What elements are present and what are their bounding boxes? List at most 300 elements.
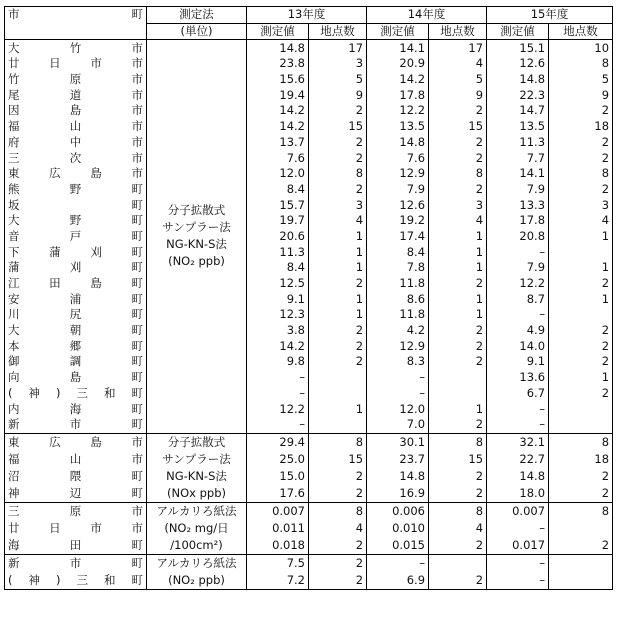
table-row xyxy=(5,307,613,323)
measured-value: – xyxy=(247,386,309,402)
point-count: 4 xyxy=(309,213,367,229)
point-count: 2 xyxy=(309,572,367,590)
table-row xyxy=(5,213,613,229)
point-count xyxy=(429,386,487,402)
point-count: 2 xyxy=(429,417,487,433)
unit-header: (単位) xyxy=(147,23,247,40)
city-header-left: 市 xyxy=(8,7,20,21)
city-name: 向 島 町 xyxy=(5,370,147,386)
city-name: 蒲 刈 町 xyxy=(5,260,147,276)
measured-value: 6.9 xyxy=(367,572,429,590)
measured-value: 19.7 xyxy=(247,213,309,229)
city-header-right: 町 xyxy=(131,7,143,21)
measured-value: 3.8 xyxy=(247,323,309,339)
measured-value: 23.7 xyxy=(367,451,429,468)
measured-value: 17.4 xyxy=(367,229,429,245)
table-row xyxy=(5,433,613,451)
measured-value: 12.3 xyxy=(247,307,309,323)
measured-value: 8.3 xyxy=(367,354,429,370)
point-count: 2 xyxy=(549,103,613,119)
point-count: 8 xyxy=(429,433,487,451)
point-count: 2 xyxy=(309,354,367,370)
point-count: 2 xyxy=(429,537,487,555)
measured-value: 11.8 xyxy=(367,276,429,292)
measured-value: 12.9 xyxy=(367,166,429,182)
point-count: 8 xyxy=(549,502,613,520)
city-name: 福 山 市 xyxy=(5,119,147,135)
measured-value: 6.7 xyxy=(487,386,549,402)
point-count: 2 xyxy=(309,150,367,166)
point-count: 1 xyxy=(309,307,367,323)
point-count: 10 xyxy=(549,40,613,56)
point-count xyxy=(549,554,613,572)
city-name: 坂 町 xyxy=(5,197,147,213)
point-count: 8 xyxy=(309,166,367,182)
table-row xyxy=(5,291,613,307)
point-count: 8 xyxy=(309,502,367,520)
measured-value: 0.011 xyxy=(247,520,309,537)
point-count xyxy=(549,401,613,417)
city-name: 内 海 町 xyxy=(5,401,147,417)
measured-value: 19.4 xyxy=(247,87,309,103)
point-count: 3 xyxy=(309,56,367,72)
point-count: 2 xyxy=(549,468,613,485)
measured-value: 7.9 xyxy=(487,260,549,276)
measured-value: 12.5 xyxy=(247,276,309,292)
point-count: 2 xyxy=(309,323,367,339)
measured-value: – xyxy=(247,417,309,433)
point-count: 2 xyxy=(429,572,487,590)
points-header: 地点数 xyxy=(549,23,613,40)
point-count: 15 xyxy=(309,119,367,135)
measured-value: 9.8 xyxy=(247,354,309,370)
point-count: 3 xyxy=(309,197,367,213)
measured-value: 14.8 xyxy=(367,468,429,485)
table-row xyxy=(5,485,613,503)
city-name: 新 市 町 xyxy=(5,417,147,433)
point-count: 2 xyxy=(429,150,487,166)
city-name: 安 浦 町 xyxy=(5,291,147,307)
city-name: 東 広 島 市 xyxy=(5,433,147,451)
measured-value: 8.4 xyxy=(247,182,309,198)
measured-value: 9.1 xyxy=(487,354,549,370)
table-row xyxy=(5,520,613,537)
measured-value: 22.7 xyxy=(487,451,549,468)
measured-value: 14.2 xyxy=(367,72,429,88)
table-row xyxy=(5,354,613,370)
method-line: アルカリろ紙法 xyxy=(156,503,237,518)
measured-value: – xyxy=(367,554,429,572)
measured-value: 14.2 xyxy=(247,119,309,135)
city-name: ( 神 ) 三 和 町 xyxy=(5,386,147,402)
point-count: 2 xyxy=(549,150,613,166)
point-count: 1 xyxy=(429,244,487,260)
measured-value: 17.8 xyxy=(487,213,549,229)
city-header xyxy=(5,7,147,40)
table-row xyxy=(5,119,613,135)
point-count: 2 xyxy=(429,182,487,198)
point-count: 2 xyxy=(309,338,367,354)
point-count xyxy=(549,244,613,260)
point-count: 2 xyxy=(549,537,613,555)
table-row xyxy=(5,401,613,417)
table-body xyxy=(5,40,613,589)
table-row xyxy=(5,166,613,182)
measured-value: – xyxy=(487,307,549,323)
measured-value: 12.6 xyxy=(367,197,429,213)
measured-value: – xyxy=(487,572,549,590)
city-name: 本 郷 町 xyxy=(5,338,147,354)
measured-value: 14.8 xyxy=(487,72,549,88)
point-count xyxy=(429,370,487,386)
measured-value: 14.2 xyxy=(247,338,309,354)
measured-value: 7.2 xyxy=(247,572,309,590)
city-name: 新 市 町 xyxy=(5,554,147,572)
city-name: 海 田 町 xyxy=(5,537,147,555)
point-count: 1 xyxy=(549,260,613,276)
point-count xyxy=(549,417,613,433)
point-count: 9 xyxy=(309,87,367,103)
table-row xyxy=(5,370,613,386)
point-count: 2 xyxy=(429,276,487,292)
city-name: 因 島 市 xyxy=(5,103,147,119)
method-line: アルカリろ紙法 xyxy=(156,555,237,570)
point-count: 4 xyxy=(309,520,367,537)
measured-value: 20.9 xyxy=(367,56,429,72)
measured-value: 20.6 xyxy=(247,229,309,245)
point-count: 2 xyxy=(429,354,487,370)
measured-value: 0.018 xyxy=(247,537,309,555)
measured-value: 7.7 xyxy=(487,150,549,166)
table-row xyxy=(5,40,613,56)
measured-value: 9.1 xyxy=(247,291,309,307)
table-row xyxy=(5,554,613,572)
points-header: 地点数 xyxy=(309,23,367,40)
point-count: 2 xyxy=(549,354,613,370)
measured-value: 14.7 xyxy=(487,103,549,119)
point-count xyxy=(429,554,487,572)
point-count: 8 xyxy=(549,166,613,182)
table-row xyxy=(5,323,613,339)
city-name: 神 辺 町 xyxy=(5,485,147,503)
method-line: サンプラー法 xyxy=(162,451,231,466)
point-count: 1 xyxy=(429,307,487,323)
point-count: 2 xyxy=(549,135,613,151)
year-13-header: 13年度 xyxy=(247,7,367,24)
point-count: 2 xyxy=(309,276,367,292)
method-line: (NOx ppb) xyxy=(167,485,226,500)
method-line: 分子拡散式 xyxy=(167,434,226,449)
point-count: 2 xyxy=(549,338,613,354)
point-count: 2 xyxy=(429,468,487,485)
measured-value: 12.9 xyxy=(367,338,429,354)
method-line: (NO₂ mg/日 xyxy=(164,520,229,535)
measured-value: – xyxy=(367,370,429,386)
city-name: 福 山 市 xyxy=(5,451,147,468)
point-count: 8 xyxy=(549,56,613,72)
measured-value: 7.9 xyxy=(367,182,429,198)
point-count: 3 xyxy=(429,197,487,213)
point-count: 1 xyxy=(429,260,487,276)
measured-value: 13.6 xyxy=(487,370,549,386)
city-name: 大 野 町 xyxy=(5,213,147,229)
method-line: NG-KN-S法 xyxy=(166,237,227,252)
point-count: 1 xyxy=(309,291,367,307)
point-count: 18 xyxy=(549,451,613,468)
point-count: 5 xyxy=(549,72,613,88)
measured-value: 8.7 xyxy=(487,291,549,307)
table-row xyxy=(5,229,613,245)
measured-value: 16.9 xyxy=(367,485,429,503)
measured-value: 12.2 xyxy=(247,401,309,417)
point-count: 8 xyxy=(429,502,487,520)
city-name: 廿 日 市 市 xyxy=(5,56,147,72)
point-count: 2 xyxy=(309,554,367,572)
measured-value: 12.2 xyxy=(367,103,429,119)
city-name: 下 蒲 刈 町 xyxy=(5,244,147,260)
measured-value: – xyxy=(487,520,549,537)
point-count: 8 xyxy=(309,433,367,451)
point-count: 4 xyxy=(429,520,487,537)
table-row xyxy=(5,56,613,72)
point-count: 1 xyxy=(429,401,487,417)
point-count: 2 xyxy=(549,182,613,198)
table-row xyxy=(5,338,613,354)
measured-value: 0.015 xyxy=(367,537,429,555)
city-name: 熊 野 町 xyxy=(5,182,147,198)
point-count xyxy=(309,386,367,402)
measured-value: 14.1 xyxy=(367,40,429,56)
measured-value: – xyxy=(487,244,549,260)
point-count: 1 xyxy=(309,229,367,245)
point-count: 1 xyxy=(549,291,613,307)
point-count xyxy=(549,572,613,590)
point-count: 17 xyxy=(429,40,487,56)
year-15-header: 15年度 xyxy=(487,7,613,24)
point-count: 8 xyxy=(429,166,487,182)
measured-value: 12.0 xyxy=(247,166,309,182)
point-count: 9 xyxy=(549,87,613,103)
point-count: 2 xyxy=(309,182,367,198)
city-name: 東 広 島 市 xyxy=(5,166,147,182)
measured-value: 15.7 xyxy=(247,197,309,213)
method-cell xyxy=(147,433,247,502)
measured-value: 14.8 xyxy=(247,40,309,56)
point-count: 4 xyxy=(429,213,487,229)
point-count: 1 xyxy=(309,244,367,260)
measured-value: 25.0 xyxy=(247,451,309,468)
table-row xyxy=(5,197,613,213)
point-count xyxy=(309,370,367,386)
method-line: 分子拡散式 xyxy=(167,203,226,218)
measured-value: 7.6 xyxy=(247,150,309,166)
point-count: 2 xyxy=(549,485,613,503)
city-name: 江 田 島 町 xyxy=(5,276,147,292)
city-name: 三 次 市 xyxy=(5,150,147,166)
measured-value: 14.2 xyxy=(247,103,309,119)
measured-value: 22.3 xyxy=(487,87,549,103)
measured-value: 4.9 xyxy=(487,323,549,339)
city-name: 府 中 市 xyxy=(5,135,147,151)
table-row xyxy=(5,244,613,260)
point-count: 2 xyxy=(429,485,487,503)
measured-value: 18.0 xyxy=(487,485,549,503)
measured-value: – xyxy=(367,386,429,402)
measured-value: 14.8 xyxy=(487,468,549,485)
measured-value: 11.3 xyxy=(487,135,549,151)
point-count: 2 xyxy=(429,323,487,339)
measured-value: 8.6 xyxy=(367,291,429,307)
table-row xyxy=(5,451,613,468)
table-row xyxy=(5,572,613,590)
point-count: 2 xyxy=(549,276,613,292)
table-row xyxy=(5,386,613,402)
point-count: 5 xyxy=(429,72,487,88)
measured-value: 13.5 xyxy=(367,119,429,135)
no2-measurement-table xyxy=(4,6,613,590)
point-count: 2 xyxy=(309,537,367,555)
measured-value: 0.010 xyxy=(367,520,429,537)
city-name: 竹 原 市 xyxy=(5,72,147,88)
table-row xyxy=(5,87,613,103)
city-name: 廿 日 市 市 xyxy=(5,520,147,537)
measured-value: 11.3 xyxy=(247,244,309,260)
point-count: 8 xyxy=(549,433,613,451)
method-line: NG-KN-S法 xyxy=(166,468,227,483)
point-count: 1 xyxy=(309,401,367,417)
measured-value: 13.7 xyxy=(247,135,309,151)
point-count: 2 xyxy=(429,103,487,119)
measured-value: 17.6 xyxy=(247,485,309,503)
point-count: 2 xyxy=(549,386,613,402)
measured-value: 7.6 xyxy=(367,150,429,166)
point-count: 2 xyxy=(309,135,367,151)
point-count: 1 xyxy=(429,291,487,307)
table-row xyxy=(5,150,613,166)
measured-value: 0.017 xyxy=(487,537,549,555)
measured-value: – xyxy=(487,401,549,417)
method-line: /100cm²) xyxy=(170,537,223,552)
measured-value: 32.1 xyxy=(487,433,549,451)
measured-value: 8.4 xyxy=(247,260,309,276)
city-name: 三 原 市 xyxy=(5,502,147,520)
point-count: 15 xyxy=(309,451,367,468)
measured-value: 14.1 xyxy=(487,166,549,182)
point-count: 1 xyxy=(549,229,613,245)
measured-value: 23.8 xyxy=(247,56,309,72)
method-line: (NO₂ ppb) xyxy=(168,254,225,269)
year-14-header: 14年度 xyxy=(367,7,487,24)
measured-value: 17.8 xyxy=(367,87,429,103)
city-name: 御 調 町 xyxy=(5,354,147,370)
city-name: 川 尻 町 xyxy=(5,307,147,323)
measured-value: 4.2 xyxy=(367,323,429,339)
measured-value: 11.8 xyxy=(367,307,429,323)
point-count: 2 xyxy=(429,135,487,151)
point-count: 1 xyxy=(429,229,487,245)
point-count: 15 xyxy=(429,119,487,135)
point-count xyxy=(549,520,613,537)
measured-value: 0.007 xyxy=(487,502,549,520)
measured-header: 測定値 xyxy=(247,23,309,40)
table-row xyxy=(5,103,613,119)
point-count: 4 xyxy=(429,56,487,72)
city-name: 沼 隈 町 xyxy=(5,468,147,485)
point-count: 2 xyxy=(549,323,613,339)
measured-value: 7.0 xyxy=(367,417,429,433)
point-count: 1 xyxy=(549,370,613,386)
measured-value: 0.006 xyxy=(367,502,429,520)
point-count: 18 xyxy=(549,119,613,135)
measured-value: 20.8 xyxy=(487,229,549,245)
measured-value: 7.9 xyxy=(487,182,549,198)
measured-value: 7.8 xyxy=(367,260,429,276)
city-name: 音 戸 町 xyxy=(5,229,147,245)
point-count xyxy=(549,307,613,323)
measured-value: 19.2 xyxy=(367,213,429,229)
point-count: 5 xyxy=(309,72,367,88)
table-row xyxy=(5,135,613,151)
city-name: ( 神 ) 三 和 町 xyxy=(5,572,147,590)
measured-value: 14.0 xyxy=(487,338,549,354)
measured-value: – xyxy=(487,417,549,433)
point-count: 2 xyxy=(309,468,367,485)
city-name: 尾 道 市 xyxy=(5,87,147,103)
table-row xyxy=(5,260,613,276)
measured-value: 12.6 xyxy=(487,56,549,72)
measured-value: 15.1 xyxy=(487,40,549,56)
point-count: 1 xyxy=(309,260,367,276)
table-row xyxy=(5,182,613,198)
measured-value: 12.0 xyxy=(367,401,429,417)
point-count: 2 xyxy=(309,485,367,503)
method-cell xyxy=(147,40,247,433)
method-line: (NO₂ ppb) xyxy=(168,572,225,587)
measured-value: 13.5 xyxy=(487,119,549,135)
measured-value: 8.4 xyxy=(367,244,429,260)
city-name: 大 朝 町 xyxy=(5,323,147,339)
method-cell xyxy=(147,554,247,589)
measured-value: 13.3 xyxy=(487,197,549,213)
point-count: 4 xyxy=(549,213,613,229)
method-cell xyxy=(147,502,247,554)
city-name: 大 竹 市 xyxy=(5,40,147,56)
table-row xyxy=(5,502,613,520)
measured-value: 7.5 xyxy=(247,554,309,572)
point-count: 17 xyxy=(309,40,367,56)
measured-value: 14.8 xyxy=(367,135,429,151)
measured-value: – xyxy=(247,370,309,386)
method-line: サンプラー法 xyxy=(162,220,231,235)
measured-value: 0.007 xyxy=(247,502,309,520)
table-row xyxy=(5,276,613,292)
point-count: 2 xyxy=(429,338,487,354)
measured-value: 12.2 xyxy=(487,276,549,292)
measured-value: 29.4 xyxy=(247,433,309,451)
table-row xyxy=(5,72,613,88)
point-count: 9 xyxy=(429,87,487,103)
measured-value: 15.6 xyxy=(247,72,309,88)
measured-value: 30.1 xyxy=(367,433,429,451)
table-row xyxy=(5,417,613,433)
point-count: 2 xyxy=(309,103,367,119)
table-row xyxy=(5,537,613,555)
point-count: 3 xyxy=(549,197,613,213)
table-row xyxy=(5,468,613,485)
points-header: 地点数 xyxy=(429,23,487,40)
point-count: 15 xyxy=(429,451,487,468)
measured-value: – xyxy=(487,554,549,572)
